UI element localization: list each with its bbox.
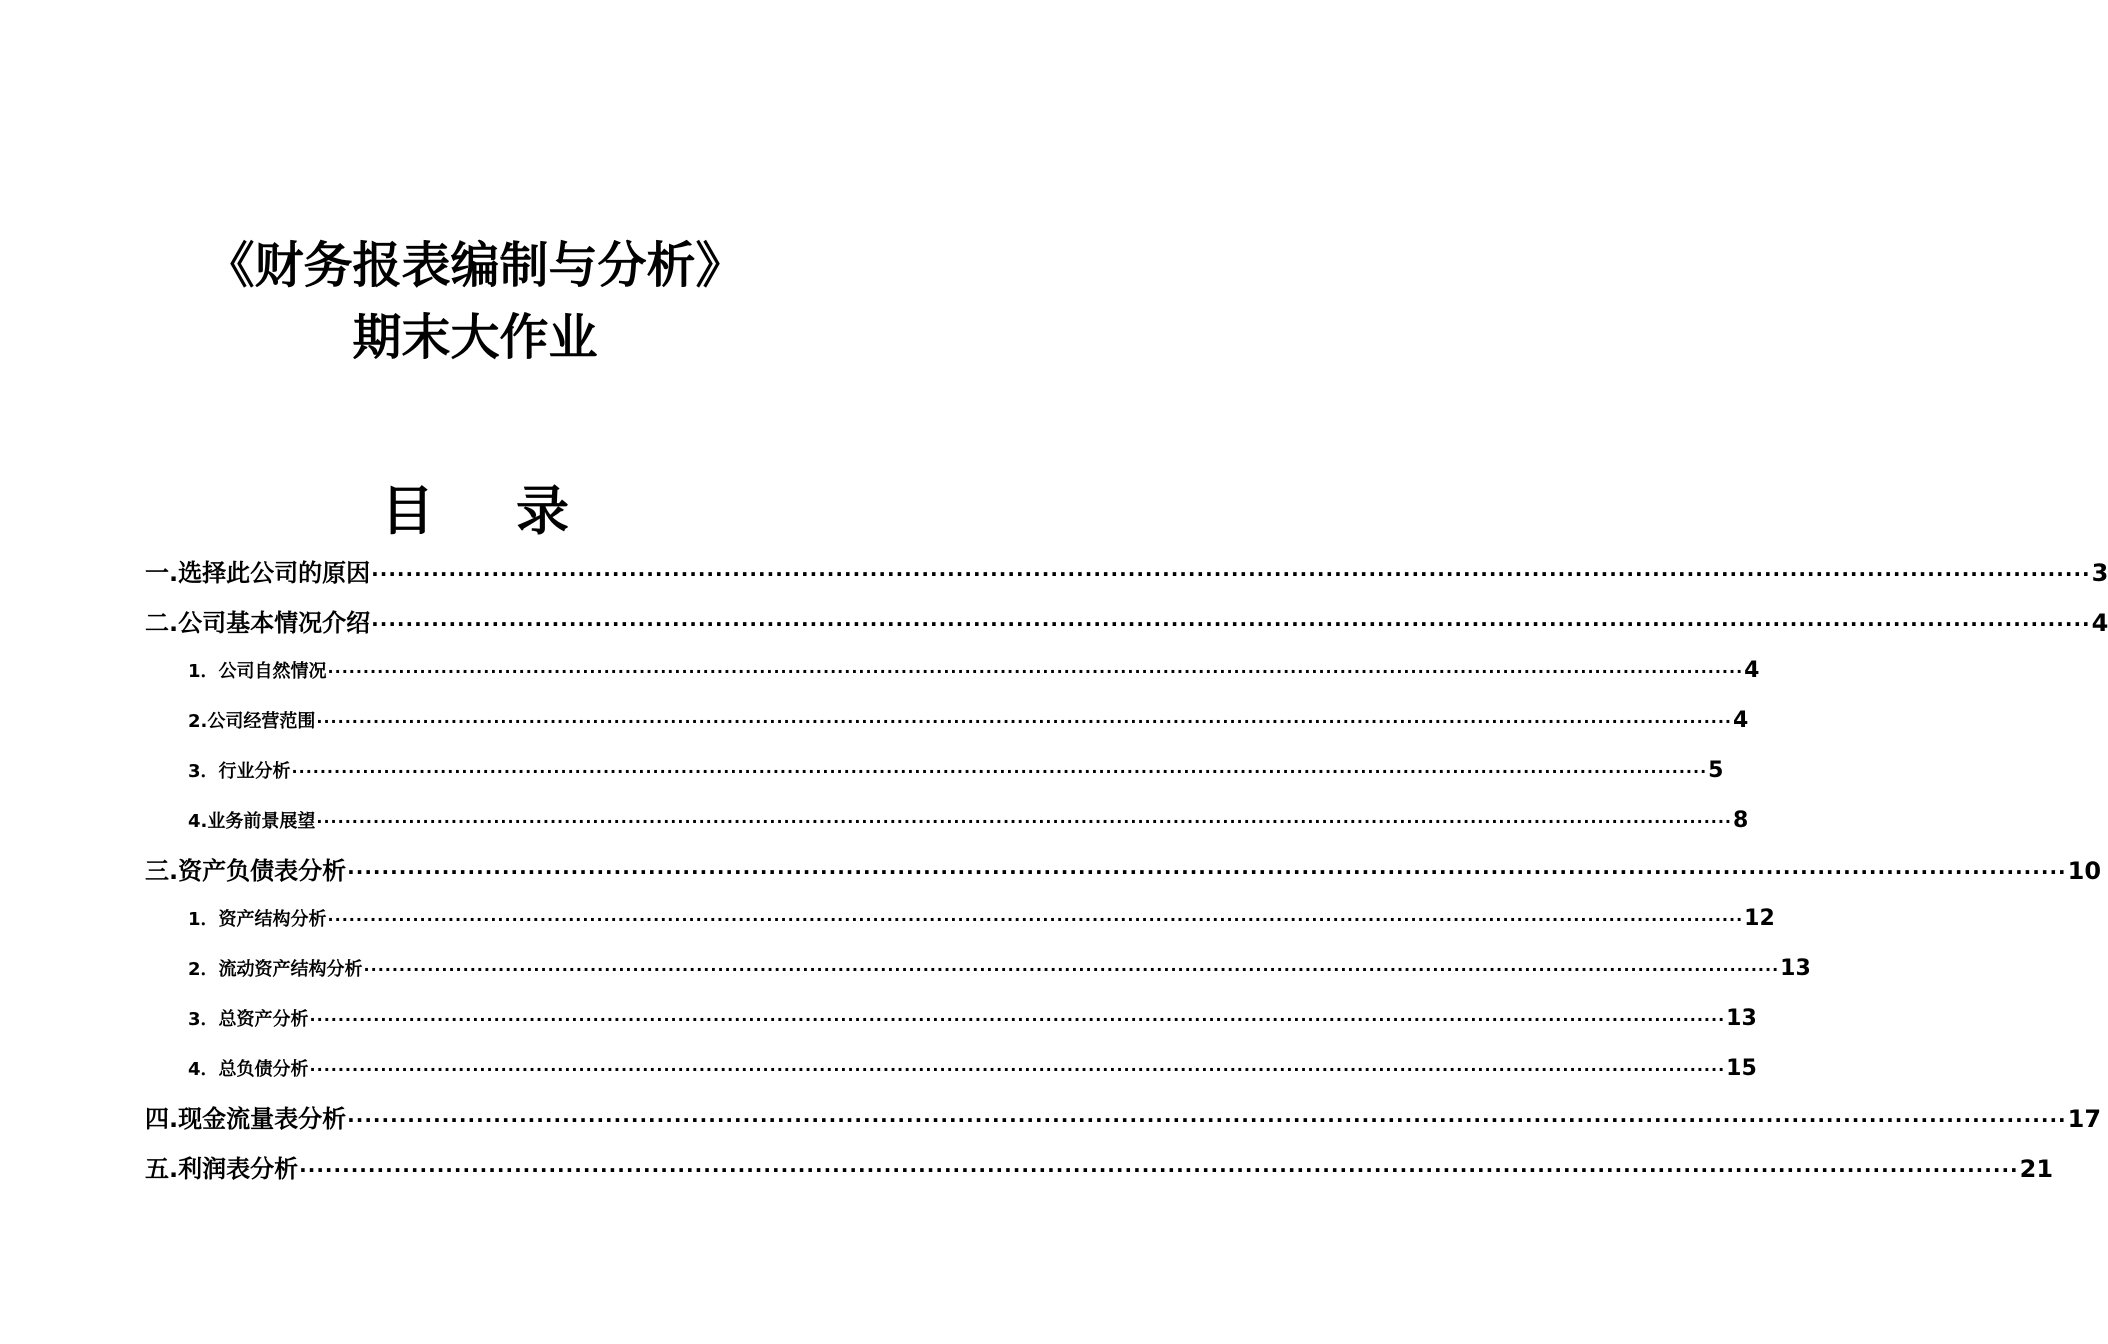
toc-heading <box>0 480 950 544</box>
toc-item[interactable] <box>188 658 1760 684</box>
toc-item-page: 13 <box>1780 956 1811 981</box>
toc-item-page: 5 <box>1708 758 1724 783</box>
toc-leader-dots: ········································································································································································································ <box>363 960 1780 979</box>
toc-item[interactable] <box>188 956 1811 982</box>
toc-item-page: 3 <box>2091 559 2108 587</box>
toc-item-page: 4 <box>1733 708 1749 733</box>
toc-item-label: 4.业务前景展望 <box>188 811 316 832</box>
toc-leader-dots: ········································································································································································································ <box>371 612 2091 636</box>
toc-item[interactable] <box>188 758 1724 784</box>
toc-item-page: 12 <box>1744 906 1775 931</box>
toc-item[interactable] <box>188 708 1749 734</box>
toc-item-page: 17 <box>2067 1105 2102 1133</box>
toc-item[interactable] <box>145 1154 2054 1184</box>
toc-leader-dots: ········································································································································································································ <box>309 1060 1726 1079</box>
toc-leader-dots: ········································································································································································································ <box>316 812 1732 831</box>
toc-leader-dots: ········································································································································································································ <box>309 1010 1726 1029</box>
toc-item-label: 2.公司经营范围 <box>188 711 316 732</box>
toc-item[interactable] <box>145 1104 2102 1134</box>
toc-item-page: 8 <box>1733 808 1749 833</box>
toc-item-label: 五.利润表分析 <box>145 1155 299 1183</box>
toc-item-label: 3．行业分析 <box>188 761 291 782</box>
toc-item-page: 4 <box>1744 658 1760 683</box>
toc-item-page: 10 <box>2067 857 2102 885</box>
toc-item[interactable] <box>188 1056 1757 1082</box>
document-title-line1: 《财务报表编制与分析》 <box>205 237 745 294</box>
toc-leader-dots: ········································································································································································································ <box>299 1158 2019 1182</box>
toc-leader-dots: ········································································································································································································ <box>291 762 1708 781</box>
toc-item-label: 4．总负债分析 <box>188 1059 309 1080</box>
toc-leader-dots: ········································································································································································································ <box>327 910 1744 929</box>
toc-item-label: 2．流动资产结构分析 <box>188 959 363 980</box>
toc-leader-dots: ········································································································································································································ <box>316 712 1732 731</box>
toc-leader-dots: ········································································································································································································ <box>347 1108 2067 1132</box>
toc-item-page: 4 <box>2091 609 2108 637</box>
toc-item[interactable] <box>188 1006 1757 1032</box>
toc-item-page: 13 <box>1726 1006 1757 1031</box>
toc-leader-dots: ········································································································································································································ <box>327 662 1744 681</box>
toc-item[interactable] <box>188 906 1775 932</box>
toc-heading-part2: 录 <box>516 481 569 542</box>
toc-item[interactable] <box>188 808 1749 834</box>
toc-item-label: 二.公司基本情况介绍 <box>145 609 371 637</box>
toc-item-label: 1．资产结构分析 <box>188 909 327 930</box>
toc-leader-dots: ········································································································································································································ <box>347 860 2067 884</box>
toc-item[interactable] <box>145 558 2108 588</box>
toc-item-label: 1．公司自然情况 <box>188 661 327 682</box>
toc-heading-part1: 目 <box>381 481 434 542</box>
toc-leader-dots: ········································································································································································································ <box>371 562 2091 586</box>
toc-item-label: 3．总资产分析 <box>188 1009 309 1030</box>
toc-item-label: 一.选择此公司的原因 <box>145 559 371 587</box>
toc-item-page: 15 <box>1726 1056 1757 1081</box>
toc-item-label: 三.资产负债表分析 <box>145 857 347 885</box>
toc-item[interactable] <box>145 856 2102 886</box>
toc-item-label: 四.现金流量表分析 <box>145 1105 347 1133</box>
toc-item[interactable] <box>145 608 2108 638</box>
document-title-line2: 期末大作业 <box>352 309 598 366</box>
toc-item-page: 21 <box>2019 1155 2054 1183</box>
